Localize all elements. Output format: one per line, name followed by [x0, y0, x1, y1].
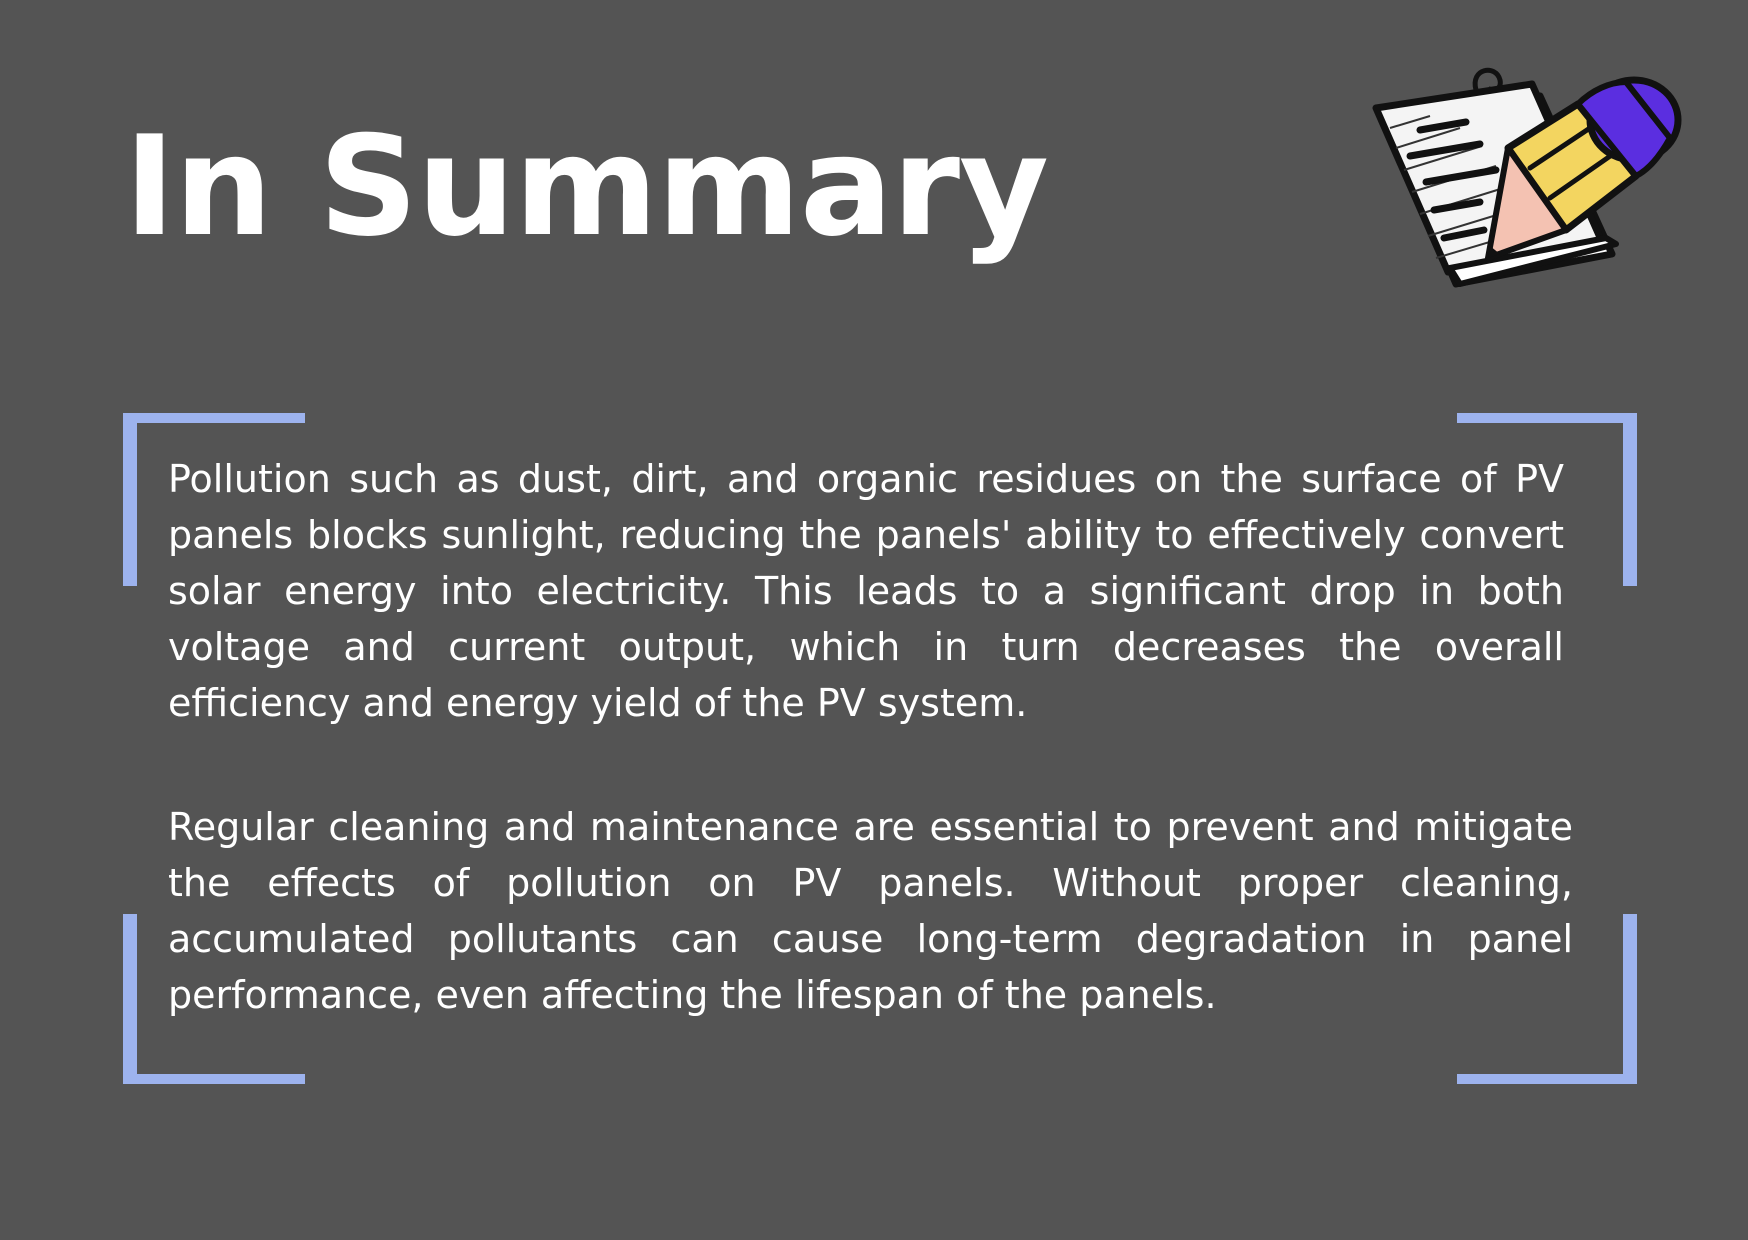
page-title: In Summary — [124, 106, 1048, 267]
summary-paragraph-pollution: Pollution such as dust, dirt, and organic residues on the surface of PV panels blocks sunlight, reducing the panels' ability to effectively convert solar energy into electricity. This leads to a significant drop in both voltage and current output, which in turn decreases the overall efficiency and energy yield of the PV system. — [168, 457, 1564, 725]
summary-paragraph-cleaning: Regular cleaning and maintenance are essential to prevent and mitigate the effects of pollution on PV panels. Without proper cleaning, accumulated pollutants can cause long-term degradation in panel performance, even affecting the lifespan of the panels. — [168, 805, 1573, 1017]
notepad-pencil-icon — [1370, 58, 1690, 320]
